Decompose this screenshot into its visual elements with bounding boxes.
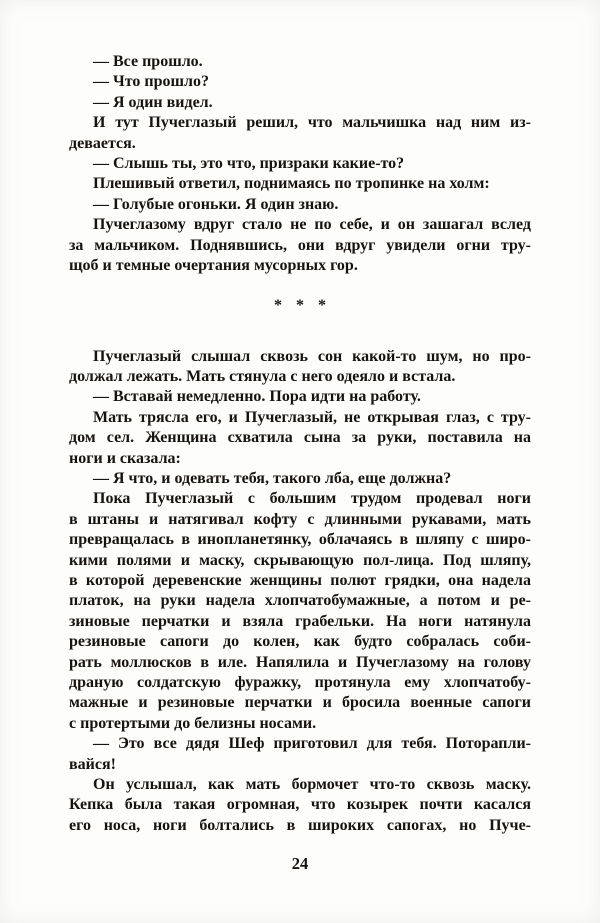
text-section-after-break	[69, 347, 531, 836]
text-line: зиновые перчатки и взяла грабельки. На ноги натянула	[69, 612, 531, 630]
text-line: резиновые сапоги до колен, как будто собралась соби-	[69, 633, 531, 651]
text-line: с протертыми до белизны носами.	[69, 714, 317, 732]
text-line: — Это все дядя Шеф приготовил для тебя. Поторапли-	[93, 735, 531, 753]
text-line: — Голубые огоньки. Я один знаю.	[93, 195, 339, 213]
paragraph	[69, 174, 531, 194]
text-line: ноги и сказала:	[69, 449, 181, 467]
text-line: — Что прошло?	[93, 73, 209, 91]
text-line: щоб и темные очертания мусорных гор.	[69, 256, 358, 274]
text-line: И тут Пучеглазый решил, что мальчишка над ним из-	[93, 114, 531, 132]
text-line: Мать трясла его, и Пучеглазый, не открывая глаз, с тру-	[93, 408, 531, 426]
text-line: рать моллюсков в иле. Напялила и Пучеглазому на голову	[69, 653, 531, 671]
paragraph	[69, 52, 531, 72]
paragraph	[69, 113, 531, 154]
text-line: дом сел. Женщина схватила сына за руки, поставила на	[69, 429, 531, 447]
paragraph	[69, 347, 531, 388]
page-number: 24	[291, 854, 309, 874]
paragraph	[69, 408, 531, 469]
text-line: Плешивый ответил, поднимаясь по тропинке на холм:	[93, 175, 490, 193]
text-section-before-break	[69, 52, 531, 276]
text-line: вайся!	[69, 755, 116, 773]
text-line: Пучеглазый слышал сквозь сон какой-то шум, но про-	[93, 347, 531, 365]
text-line: — Вставай немедленно. Пора идти на работу.	[93, 388, 421, 406]
paragraph	[69, 387, 531, 407]
text-line: Кепка была такая огромная, что козырек почти касался	[69, 796, 531, 814]
paragraph	[69, 775, 531, 836]
text-line: его носа, ноги болтались в широких сапогах, но Пуче-	[69, 816, 531, 834]
paragraph	[69, 154, 531, 174]
text-line: платок, на руки надела хлопчатобумажные, а потом и ре-	[69, 592, 531, 610]
text-line: Он услышал, как мать бормочет что-то сквозь маску.	[93, 775, 531, 793]
text-line: должал лежать. Мать стянула с него одеяло и встала.	[69, 368, 456, 386]
text-line: — Слышь ты, это что, призраки какие-то?	[93, 154, 405, 172]
text-line: драную солдатскую фуражку, протянула ему хлопчатобу-	[69, 673, 531, 691]
text-line: за мальчиком. Поднявшись, они вдруг увидели огни тру-	[69, 236, 531, 254]
paragraph	[69, 215, 531, 276]
paragraph	[69, 93, 531, 113]
section-separator: * * *	[274, 297, 331, 315]
text-line: мажные и резиновые перчатки и бросила военные сапоги	[69, 694, 531, 712]
paragraph	[69, 734, 531, 775]
paragraph	[69, 72, 531, 92]
text-line: в которой деревенские женщины полют грядки, она надела	[69, 572, 531, 589]
text-line: девается.	[69, 134, 136, 152]
text-line: — Я что, и одевать тебя, такого лба, еще должна?	[93, 470, 452, 488]
text-line: Пока Пучеглазый с большим трудом продевал ноги	[93, 490, 531, 508]
text-line: — Я один видел.	[93, 93, 213, 111]
text-line: превращалась в инопланетянку, облачаясь в шляпу с широ-	[69, 531, 531, 549]
text-line: в штаны и натягивал кофту с длинными рукавами, мать	[69, 510, 531, 528]
text-line: кими полями и маску, скрывающую пол-лица. Под шляпу,	[69, 551, 531, 569]
paragraph	[69, 195, 531, 215]
text-line: — Все прошло.	[93, 53, 203, 70]
text-line: Пучеглазому вдруг стало не по себе, и он зашагал вслед	[93, 216, 531, 234]
paragraph	[69, 489, 531, 734]
paragraph	[69, 469, 531, 489]
